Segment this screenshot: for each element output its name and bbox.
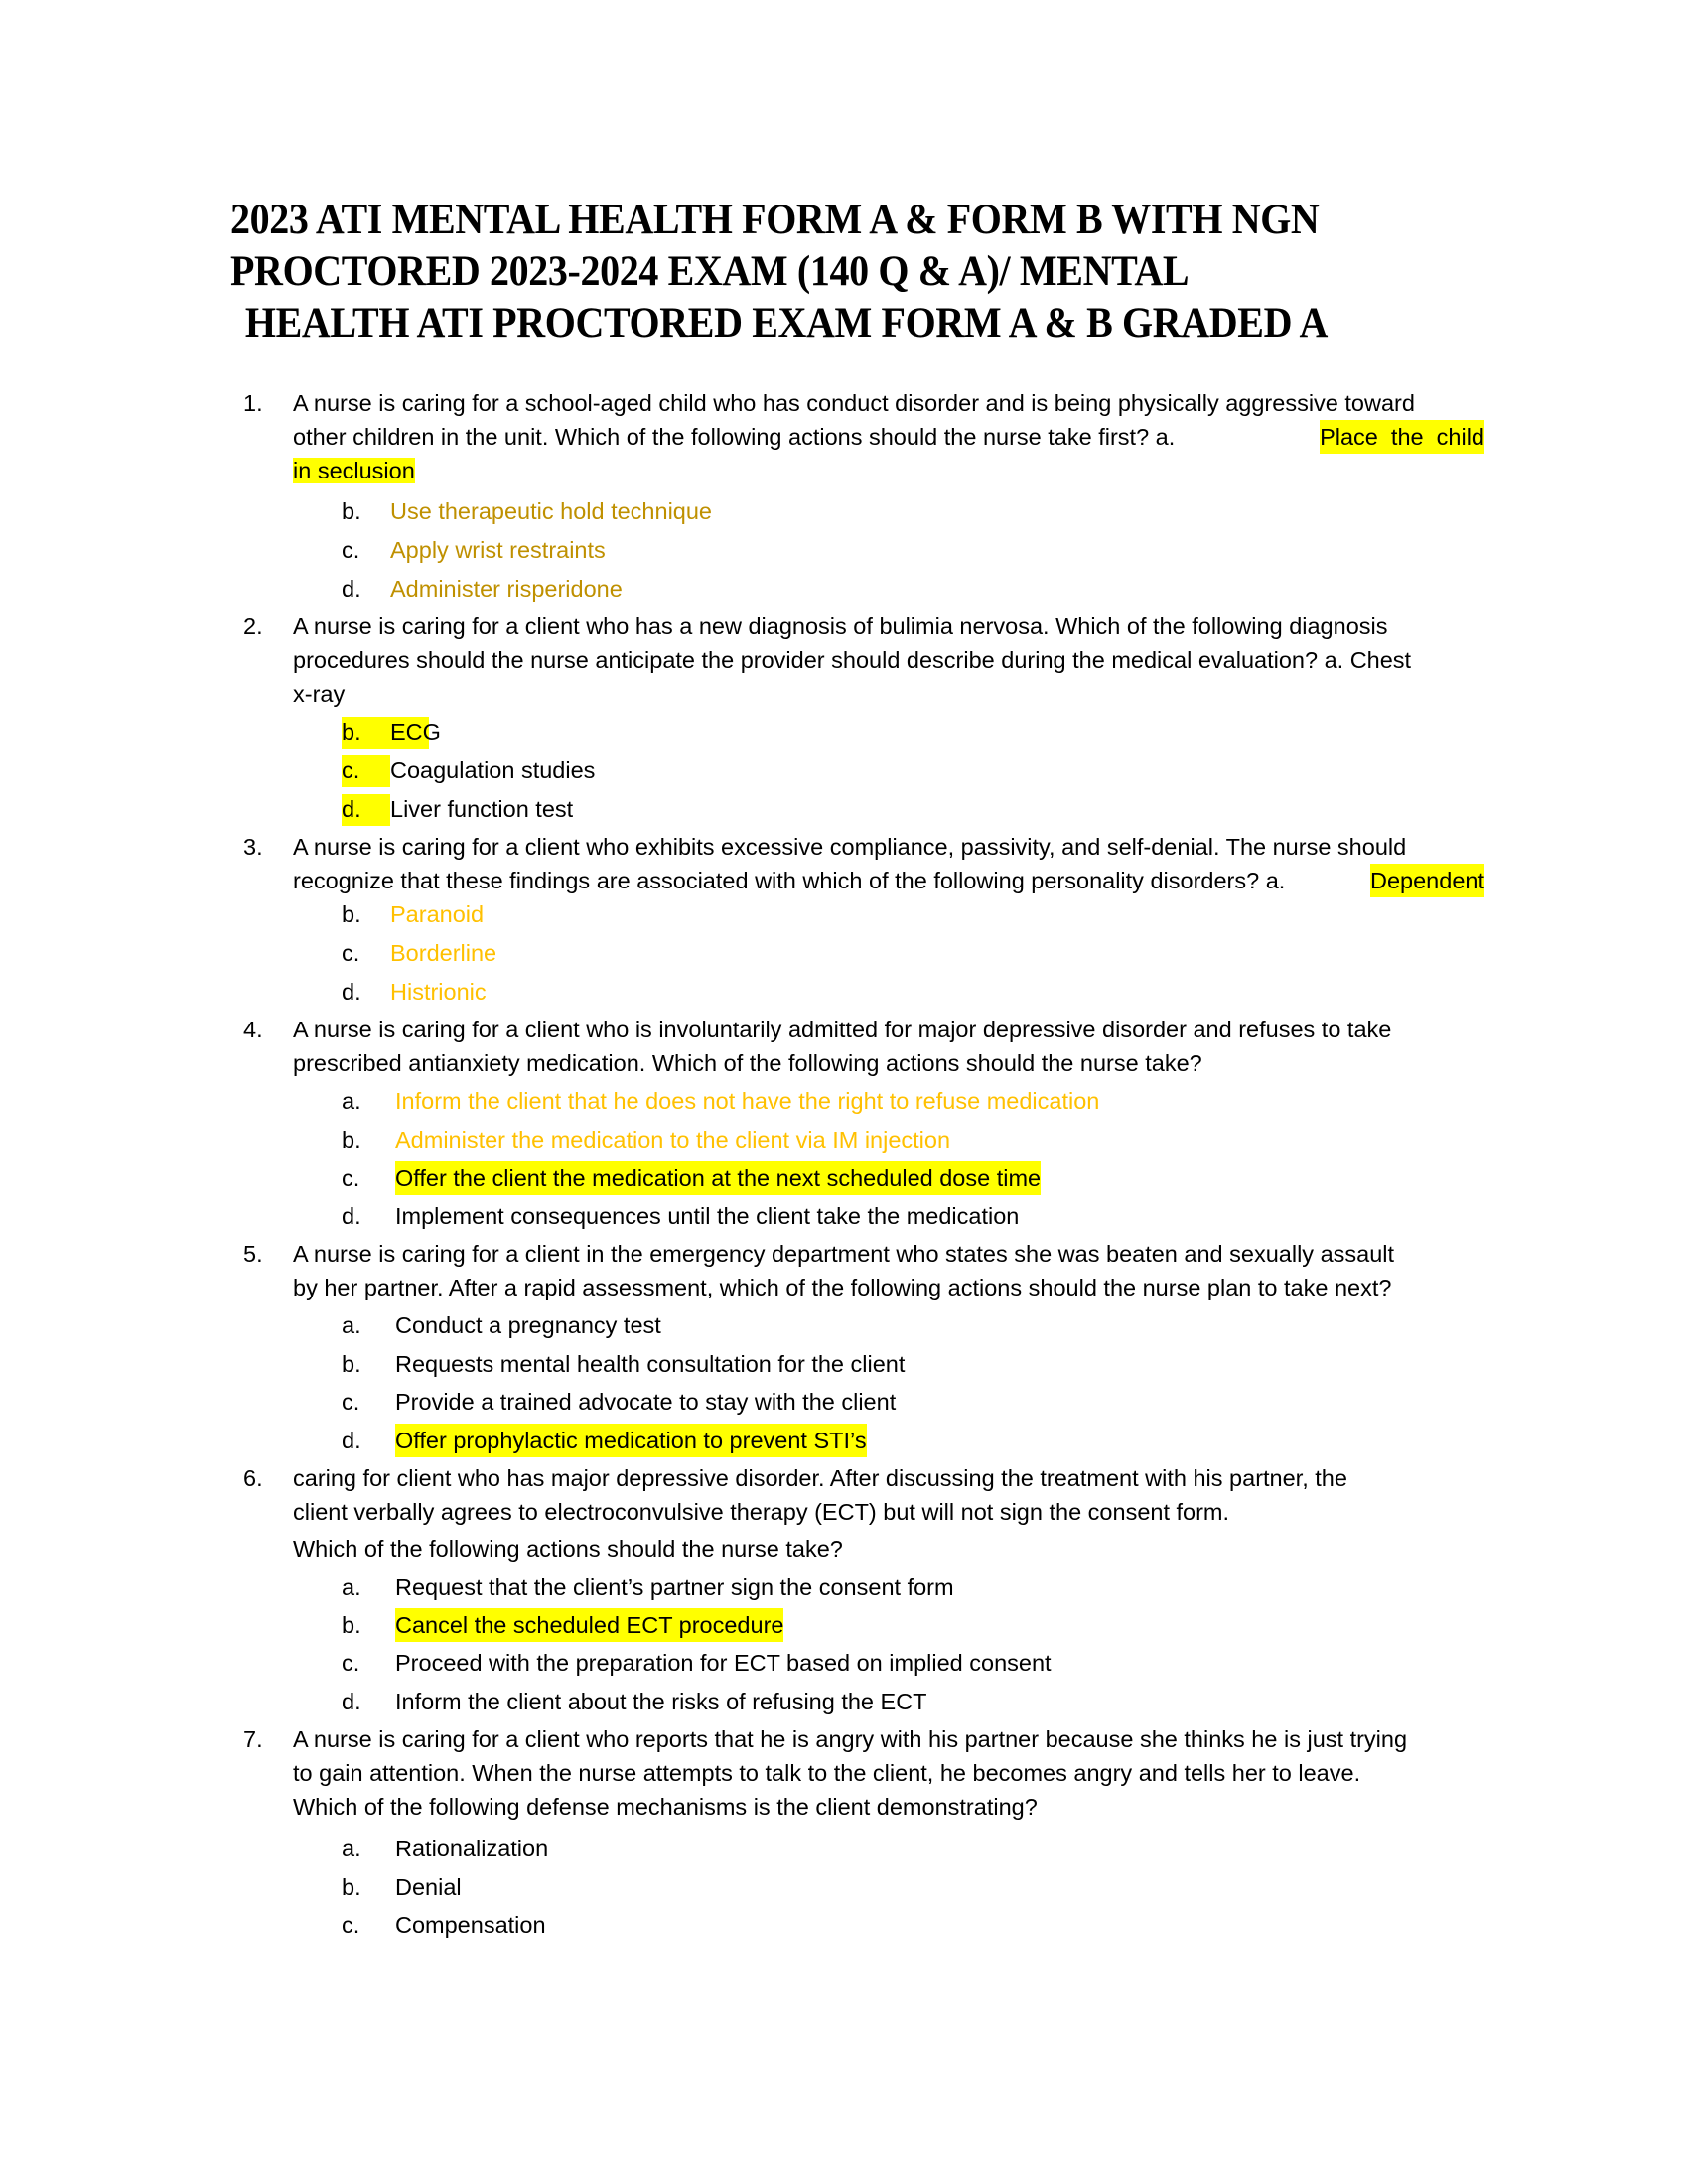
option-text: Offer prophylactic medication to prevent STI’s bbox=[395, 1424, 867, 1457]
option-text: Requests mental health consultation for the client bbox=[395, 1351, 906, 1377]
option-letter: b. bbox=[342, 1351, 361, 1377]
option-text: Rationalization bbox=[395, 1836, 549, 1861]
option-letter: d. bbox=[342, 576, 361, 602]
option-letter: c. bbox=[342, 537, 360, 563]
stem-line bbox=[293, 454, 1484, 487]
question-stem bbox=[293, 610, 1484, 711]
option-text: Histrionic bbox=[390, 979, 487, 1005]
document-title bbox=[230, 195, 1422, 349]
option-letter: a. bbox=[342, 1574, 361, 1600]
option-letter: c. bbox=[342, 1165, 360, 1191]
option-letter: d. bbox=[342, 979, 361, 1005]
option-letter: d. bbox=[342, 1203, 361, 1229]
option-letter: b. bbox=[342, 901, 361, 927]
option-letter: c. bbox=[342, 1912, 360, 1938]
option-text: Administer risperidone bbox=[390, 576, 623, 602]
question-1 bbox=[243, 386, 1484, 487]
option-text: Cancel the scheduled ECT procedure bbox=[395, 1608, 783, 1642]
question-5 bbox=[243, 1237, 1484, 1304]
option-letter: c. bbox=[342, 757, 360, 783]
option-letter: c. bbox=[342, 940, 360, 966]
stem-line: A nurse is caring for a client in the emergency department who states she was beaten and sexually assault bbox=[293, 1241, 1395, 1267]
option-letter: c. bbox=[342, 1389, 360, 1415]
highlighted-answer: in seclusion bbox=[293, 458, 415, 483]
option-letter: a. bbox=[342, 1312, 361, 1338]
stem-line: A nurse is caring for a school-aged child who has conduct disorder and is being physically aggressive toward bbox=[293, 390, 1415, 416]
stem-line: by her partner. After a rapid assessment, which of the following actions should the nurse plan to take next? bbox=[293, 1275, 1392, 1300]
stem-line: A nurse is caring for a client who is involuntarily admitted for major depressive disorder and refuses to take bbox=[293, 1017, 1392, 1042]
question-number: 1. bbox=[243, 390, 263, 416]
option-letter: d. bbox=[342, 1689, 361, 1714]
question-number: 5. bbox=[243, 1241, 263, 1267]
option-text: ECG bbox=[390, 719, 441, 745]
option-letter: d. bbox=[342, 1428, 361, 1453]
highlighted-answer: Place the child bbox=[1320, 420, 1484, 454]
option-text: Proceed with the preparation for ECT based on implied consent bbox=[395, 1650, 1052, 1676]
option-text: Coagulation studies bbox=[390, 757, 596, 783]
stem-line: client verbally agrees to electroconvulsive therapy (ECT) but will not sign the consent form. bbox=[293, 1499, 1230, 1525]
option-letter: b. bbox=[342, 1127, 361, 1153]
option-letter: b. bbox=[342, 1612, 361, 1638]
question-number: 3. bbox=[243, 834, 263, 860]
option-text: Offer the client the medication at the next scheduled dose time bbox=[395, 1161, 1041, 1195]
stem-line: prescribed antianxiety medication. Which of the following actions should the nurse take? bbox=[293, 1050, 1202, 1076]
question-4 bbox=[243, 1013, 1484, 1080]
question-stem bbox=[293, 1237, 1484, 1304]
option-text: Use therapeutic hold technique bbox=[390, 498, 712, 524]
question-stem bbox=[293, 1722, 1484, 1824]
question-7 bbox=[243, 1722, 1484, 1824]
question-number: 7. bbox=[243, 1726, 263, 1752]
stem-line: Which of the following actions should the nurse take? bbox=[293, 1536, 843, 1562]
option-text: Compensation bbox=[395, 1912, 546, 1938]
stem-line: x-ray bbox=[293, 681, 346, 707]
stem-line: A nurse is caring for a client who exhibits excessive compliance, passivity, and self-denial. The nurse should bbox=[293, 834, 1407, 860]
option-letter: a. bbox=[342, 1088, 361, 1114]
question-6 bbox=[243, 1461, 1484, 1563]
question-3 bbox=[243, 830, 1484, 897]
option-text: Inform the client that he does not have the right to refuse medication bbox=[395, 1088, 1100, 1114]
option-text: Implement consequences until the client take the medication bbox=[395, 1203, 1020, 1229]
stem-line: caring for client who has major depressive disorder. After discussing the treatment with his partner, the bbox=[293, 1465, 1347, 1491]
option-text: Liver function test bbox=[390, 796, 574, 822]
option-letter: b. bbox=[342, 719, 361, 745]
option-text: Request that the client’s partner sign the consent form bbox=[395, 1574, 954, 1600]
title-line: PROCTORED 2023-2024 EXAM (140 Q & A)/ MENTAL bbox=[230, 248, 1190, 295]
stem-line: A nurse is caring for a client who reports that he is angry with his partner because she thinks he is just trying bbox=[293, 1726, 1408, 1752]
question-stem bbox=[293, 1013, 1484, 1080]
question-2 bbox=[243, 610, 1484, 711]
option-text: Borderline bbox=[390, 940, 497, 966]
question-number: 6. bbox=[243, 1465, 263, 1491]
option-text: Administer the medication to the client via IM injection bbox=[395, 1127, 951, 1153]
stem-line: procedures should the nurse anticipate the provider should describe during the medical evaluation? a. Chest bbox=[293, 647, 1412, 673]
stem-line: Which of the following defense mechanisms is the client demonstrating? bbox=[293, 1794, 1038, 1820]
stem-line bbox=[293, 420, 1484, 454]
title-line: HEALTH ATI PROCTORED EXAM FORM A & B GRADED A bbox=[244, 300, 1329, 346]
question-number: 4. bbox=[243, 1017, 263, 1042]
stem-text: other children in the unit. Which of the following actions should the nurse take first? a. bbox=[293, 424, 1176, 450]
option-text: Inform the client about the risks of refusing the ECT bbox=[395, 1689, 927, 1714]
question-number: 2. bbox=[243, 614, 263, 639]
stem-line bbox=[293, 864, 1484, 897]
highlighted-answer: Dependent bbox=[1370, 864, 1484, 897]
stem-text: recognize that these findings are associated with which of the following personality disorders? a. bbox=[293, 868, 1286, 893]
stem-line: to gain attention. When the nurse attempts to talk to the client, he becomes angry and tells her to leave. bbox=[293, 1760, 1361, 1786]
option-letter: b. bbox=[342, 498, 361, 524]
option-letter: a. bbox=[342, 1836, 361, 1861]
option-letter: c. bbox=[342, 1650, 360, 1676]
option-text: Conduct a pregnancy test bbox=[395, 1312, 661, 1338]
stem-line: A nurse is caring for a client who has a new diagnosis of bulimia nervosa. Which of the following diagnosis bbox=[293, 614, 1388, 639]
option-letter: b. bbox=[342, 1874, 361, 1900]
question-stem bbox=[293, 830, 1484, 897]
option-text: Provide a trained advocate to stay with the client bbox=[395, 1389, 897, 1415]
option-text: Denial bbox=[395, 1874, 462, 1900]
question-stem bbox=[293, 386, 1484, 487]
option-text: Paranoid bbox=[390, 901, 485, 927]
option-letter: d. bbox=[342, 796, 361, 822]
title-line: 2023 ATI MENTAL HEALTH FORM A & FORM B WITH NGN bbox=[230, 197, 1320, 243]
question-stem bbox=[293, 1461, 1484, 1566]
option-text: Apply wrist restraints bbox=[390, 537, 606, 563]
